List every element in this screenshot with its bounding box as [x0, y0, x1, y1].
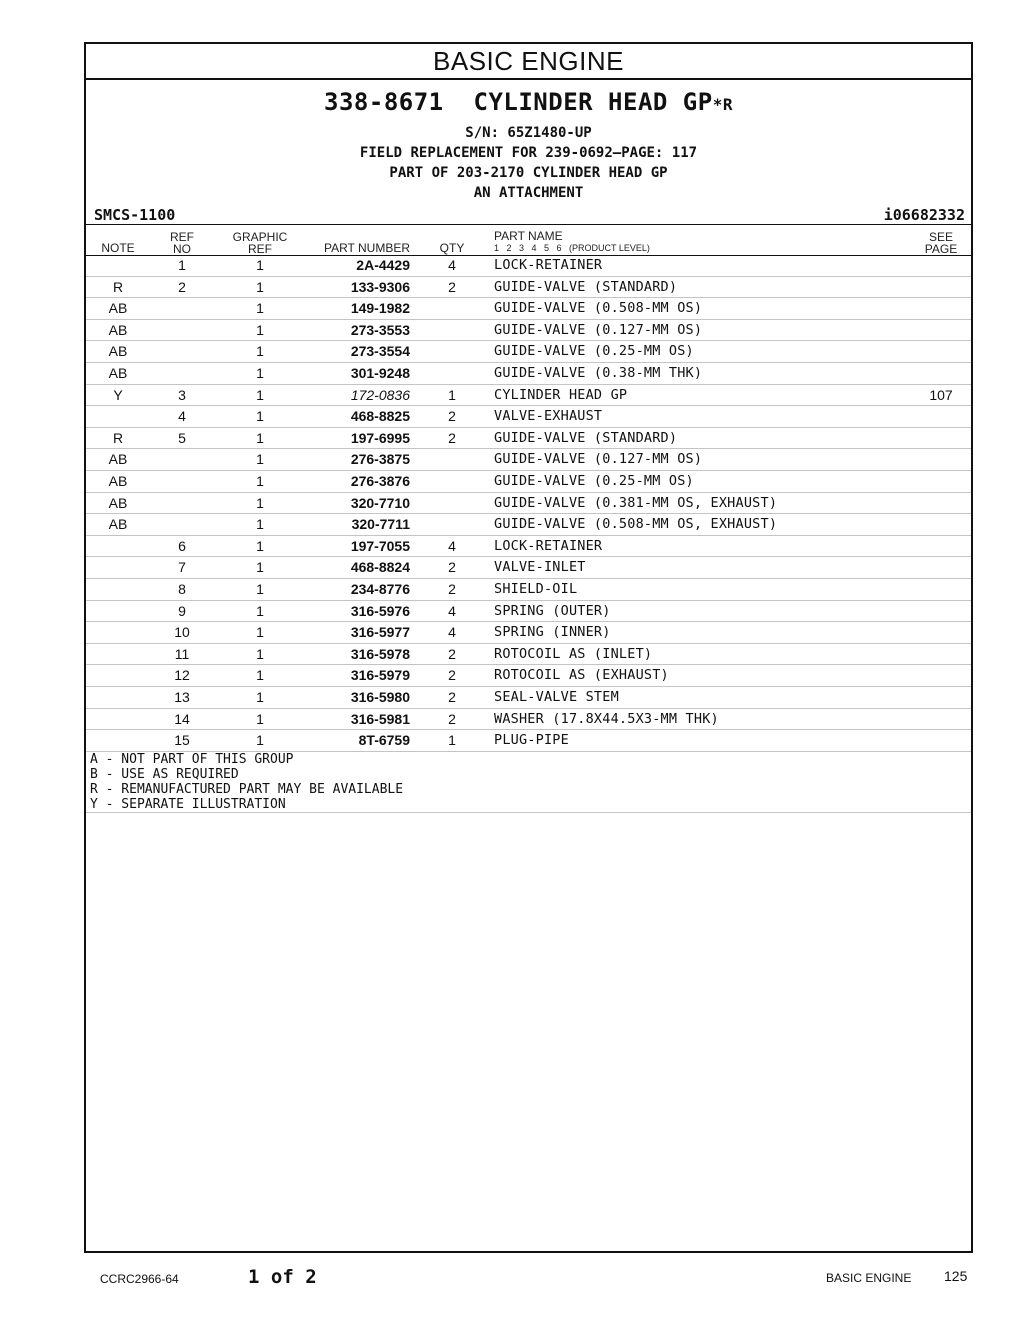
cell-qty: 2	[448, 645, 456, 662]
cell-qty: 4	[448, 602, 456, 619]
cell-part-number: 273-3554	[350, 343, 410, 360]
group-title	[86, 84, 971, 123]
table-row	[86, 730, 971, 752]
header-product-levels: 1 2 3 4 5 6 (PRODUCT LEVEL)	[494, 243, 650, 253]
table-row	[86, 277, 971, 299]
header-part-number: PART NUMBER	[323, 241, 410, 255]
cell-qty: 2	[448, 278, 456, 295]
cell-qty: 2	[448, 667, 456, 684]
cell-part-name: SEAL-VALVE STEM	[494, 689, 619, 705]
note-line: B - USE AS REQUIRED	[90, 767, 239, 782]
cell-graphic-ref: 1	[256, 645, 264, 662]
cell-qty: 2	[448, 689, 456, 705]
header-ref-no	[164, 231, 200, 255]
cell-part-number: 197-7055	[350, 537, 410, 554]
cell-qty: 4	[448, 537, 456, 554]
cell-part-number: 273-3553	[350, 321, 410, 338]
cell-part-number: 316-5977	[350, 624, 410, 641]
cell-part-name: GUIDE-VALVE (0.25-MM OS)	[494, 473, 694, 489]
table-row	[86, 687, 971, 709]
header-graphic-ref	[226, 231, 294, 255]
cell-graphic-ref: 1	[256, 257, 264, 273]
notes-legend	[90, 752, 403, 812]
cell-part-name: LOCK-RETAINER	[494, 257, 603, 273]
cell-graphic-ref: 1	[256, 667, 264, 684]
cell-graphic-ref: 1	[256, 386, 264, 403]
cell-graphic-ref: 1	[256, 278, 264, 295]
cell-graphic-ref: 1	[256, 408, 264, 425]
cell-part-name: SPRING (INNER)	[494, 624, 611, 641]
table-row	[86, 601, 971, 623]
serial-number: S/N: 65Z1480-UP	[465, 125, 592, 141]
cell-ref-no: 11	[174, 645, 190, 662]
cell-note: AB	[108, 343, 128, 360]
table-row	[86, 709, 971, 731]
footer-page-of: 1 of 2	[248, 1266, 317, 1288]
cell-graphic-ref: 1	[256, 537, 264, 554]
cell-graphic-ref: 1	[256, 321, 264, 338]
cell-ref-no: 1	[178, 257, 186, 273]
cell-part-name: LOCK-RETAINER	[494, 537, 603, 554]
table-row	[86, 579, 971, 601]
cell-part-number: 234-8776	[350, 581, 410, 597]
cell-graphic-ref: 1	[256, 473, 264, 489]
table-row	[86, 471, 971, 493]
cell-part-name: CYLINDER HEAD GP	[494, 386, 628, 403]
note-line: R - REMANUFACTURED PART MAY BE AVAILABLE	[90, 782, 404, 797]
cell-qty: 2	[448, 710, 456, 727]
header-top-rule	[86, 224, 971, 225]
cell-ref-no: 5	[178, 429, 186, 446]
cell-part-number: 316-5981	[350, 710, 410, 727]
table-row	[86, 320, 971, 342]
cell-part-number: 276-3875	[350, 451, 410, 468]
cell-note: Y	[113, 386, 123, 403]
cell-part-name: GUIDE-VALVE (0.38-MM THK)	[494, 365, 703, 381]
cell-ref-no: 13	[174, 689, 190, 705]
cell-note: AB	[108, 473, 128, 489]
cell-graphic-ref: 1	[256, 624, 264, 641]
cell-qty: 2	[448, 429, 456, 446]
cell-qty: 2	[448, 559, 456, 576]
header-see-page	[916, 231, 966, 255]
cell-note: AB	[108, 451, 128, 468]
cell-note: AB	[108, 321, 128, 338]
table-row	[86, 449, 971, 471]
cell-graphic-ref: 1	[256, 300, 264, 317]
cell-graphic-ref: 1	[256, 429, 264, 446]
cell-ref-no: 12	[174, 667, 190, 684]
header-part-name: PART NAME	[494, 229, 563, 243]
footer-section: BASIC ENGINE	[826, 1271, 912, 1285]
cell-part-number: 149-1982	[350, 300, 410, 317]
cell-note: AB	[108, 494, 128, 511]
table-row	[86, 493, 971, 515]
cell-part-name: ROTOCOIL AS (INLET)	[494, 645, 653, 662]
table-row	[86, 557, 971, 579]
note-line: Y - SEPARATE ILLUSTRATION	[90, 797, 286, 812]
cell-part-number: 172-0836	[350, 386, 410, 403]
cell-ref-no: 3	[178, 386, 186, 403]
cell-graphic-ref: 1	[256, 581, 264, 597]
cell-ref-no: 4	[178, 408, 186, 425]
cell-part-number: 320-7710	[350, 494, 410, 511]
cell-note: AB	[108, 516, 128, 533]
table-row	[86, 298, 971, 320]
group-title-text: 338-8671 CYLINDER HEAD GP	[324, 88, 713, 116]
table-row	[86, 255, 971, 277]
cell-part-name: VALVE-INLET	[494, 559, 586, 576]
table-row	[86, 428, 971, 450]
cell-note: AB	[108, 300, 128, 317]
cell-graphic-ref: 1	[256, 559, 264, 576]
cell-part-name: GUIDE-VALVE (STANDARD)	[494, 278, 678, 295]
cell-ref-no: 2	[178, 278, 186, 295]
table-row	[86, 644, 971, 666]
cell-part-number: 2A-4429	[356, 257, 410, 273]
cell-graphic-ref: 1	[256, 689, 264, 705]
cell-part-number: 320-7711	[351, 516, 410, 533]
cell-qty: 2	[448, 408, 456, 425]
cell-graphic-ref: 1	[256, 451, 264, 468]
cell-part-name: GUIDE-VALVE (0.25-MM OS)	[494, 343, 694, 360]
cell-qty: 4	[448, 624, 456, 641]
part-of: PART OF 203-2170 CYLINDER HEAD GP	[389, 165, 668, 181]
cell-ref-no: 6	[178, 537, 186, 554]
cell-note: R	[112, 278, 124, 295]
cell-part-number: 133-9306	[350, 278, 410, 295]
cell-part-number: 468-8824	[350, 559, 410, 576]
cell-part-name: PLUG-PIPE	[494, 732, 569, 749]
cell-part-name: GUIDE-VALVE (STANDARD)	[494, 429, 678, 446]
header-see-page-line1: SEE	[928, 230, 953, 244]
cell-ref-no: 15	[174, 732, 190, 749]
cell-ref-no: 14	[174, 710, 190, 727]
cell-part-number: 468-8825	[350, 408, 410, 425]
cell-part-number: 316-5979	[350, 667, 410, 684]
header-ref-no-line1: REF	[170, 230, 194, 244]
cell-ref-no: 7	[178, 559, 186, 576]
header-qty: QTY	[439, 241, 465, 255]
cell-graphic-ref: 1	[256, 343, 264, 360]
header-ref-no-line2: NO	[173, 242, 191, 256]
cell-part-name: GUIDE-VALVE (0.381-MM OS, EXHAUST)	[494, 494, 778, 511]
note-line: A - NOT PART OF THIS GROUP	[90, 752, 294, 767]
cell-part-name: VALVE-EXHAUST	[494, 408, 603, 425]
parts-sheet	[84, 42, 973, 1253]
table-row	[86, 341, 971, 363]
title-block	[86, 84, 971, 203]
cell-part-number: 197-6995	[350, 429, 410, 446]
cell-part-number: 8T-6759	[358, 732, 410, 749]
cell-graphic-ref: 1	[256, 365, 264, 381]
cell-part-number: 301-9248	[350, 365, 410, 381]
illustration-id: i06682332	[883, 206, 965, 224]
cell-qty: 1	[448, 732, 456, 749]
notes-bottom-rule	[86, 812, 971, 813]
cell-ref-no: 10	[174, 624, 190, 641]
cell-part-number: 316-5978	[350, 645, 410, 662]
table-row	[86, 514, 971, 536]
cell-qty: 4	[448, 257, 456, 273]
cell-part-number: 316-5980	[350, 689, 410, 705]
cell-part-name: SPRING (OUTER)	[494, 602, 611, 619]
cell-note: R	[112, 429, 124, 446]
footer-doc-code: CCRC2966-64	[100, 1272, 179, 1286]
table-row	[86, 385, 971, 407]
cell-see-page: 107	[929, 386, 953, 403]
header-see-page-line2: PAGE	[924, 242, 958, 256]
cell-part-name: GUIDE-VALVE (0.508-MM OS, EXHAUST)	[494, 516, 778, 533]
header-note: NOTE	[101, 241, 135, 255]
smcs-code: SMCS-1100	[94, 206, 176, 224]
cell-graphic-ref: 1	[256, 732, 264, 749]
group-title-suffix: *R	[712, 95, 733, 114]
table-row	[86, 363, 971, 385]
cell-graphic-ref: 1	[256, 494, 264, 511]
cell-graphic-ref: 1	[256, 710, 264, 727]
attachment-label: AN ATTACHMENT	[473, 185, 584, 201]
cell-part-name: GUIDE-VALVE (0.127-MM OS)	[494, 321, 703, 338]
cell-part-number: 276-3876	[350, 473, 410, 489]
cell-part-name: SHIELD-OIL	[494, 581, 578, 597]
table-row	[86, 622, 971, 644]
cell-ref-no: 8	[178, 581, 186, 597]
table-row	[86, 665, 971, 687]
cell-part-name: ROTOCOIL AS (EXHAUST)	[494, 667, 669, 684]
cell-part-name: GUIDE-VALVE (0.508-MM OS)	[494, 300, 703, 317]
cell-part-name: GUIDE-VALVE (0.127-MM OS)	[494, 451, 703, 468]
cell-ref-no: 9	[178, 602, 186, 619]
section-title: BASIC ENGINE	[86, 44, 971, 80]
cell-qty: 1	[448, 386, 456, 403]
table-row	[86, 406, 971, 428]
field-replacement: FIELD REPLACEMENT FOR 239-0692—PAGE: 117	[359, 145, 698, 161]
cell-note: AB	[108, 365, 128, 381]
cell-graphic-ref: 1	[256, 516, 264, 533]
cell-part-number: 316-5976	[350, 602, 410, 619]
header-graphic-ref-line1: GRAPHIC	[232, 230, 288, 244]
cell-graphic-ref: 1	[256, 602, 264, 619]
table-row	[86, 536, 971, 558]
footer-page-number: 125	[944, 1268, 968, 1284]
header-graphic-ref-line2: REF	[248, 242, 272, 256]
cell-qty: 2	[448, 581, 456, 597]
cell-part-name: WASHER (17.8X44.5X3-MM THK)	[494, 710, 719, 727]
